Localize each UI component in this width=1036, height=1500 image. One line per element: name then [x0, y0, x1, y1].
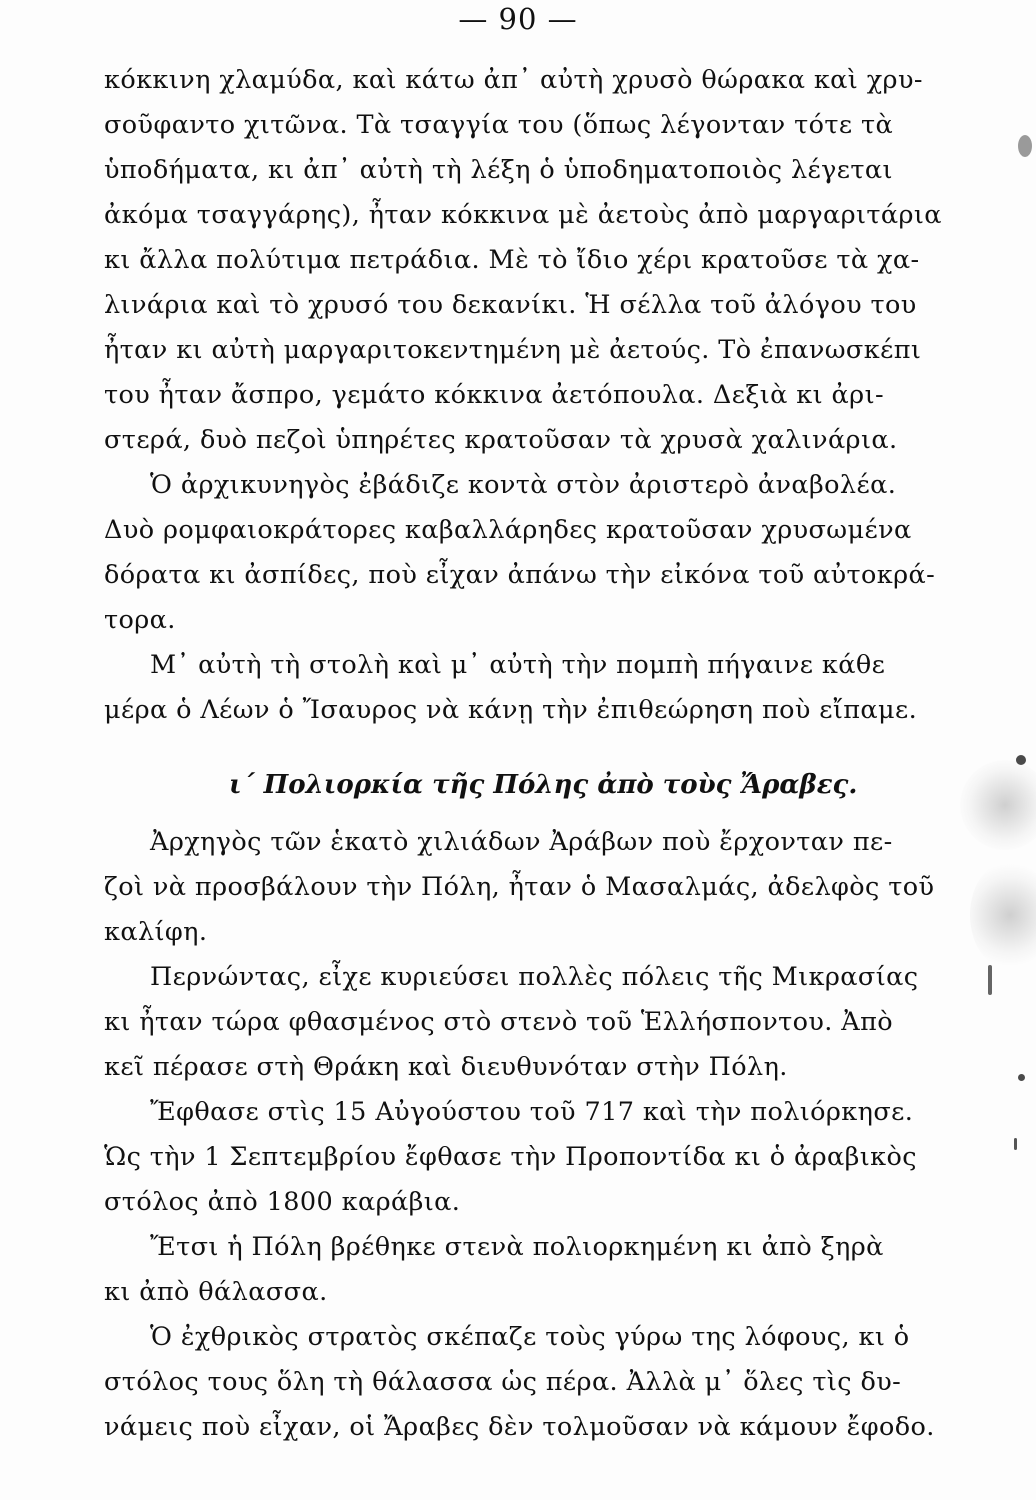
text-line: σοῦφαντο χιτῶνα. Τὰ τσαγγία του (ὅπως λέγονταν τότε τὰ [104, 110, 894, 140]
paragraph-8 [104, 1315, 934, 1450]
text-line: Ὁ ἐχθρικὸς στρατὸς σκέπαζε τοὺς γύρω της λόφους, κι ὁ [150, 1322, 910, 1352]
text-line: Περνώντας, εἶχε κυριεύσει πολλὲς πόλεις τῆς Μικρασίας [150, 962, 919, 992]
text-line: στερά, δυὸ πεζοὶ ὑπηρέτες κρατοῦσαν τὰ χρυσὰ χαλινάρια. [104, 425, 898, 455]
text-line: Ἔτσι ἡ Πόλη βρέθηκε στενὰ πολιορκημένη κι ἀπὸ ξηρὰ [150, 1232, 884, 1262]
text-line: Ὁ ἀρχικυνηγὸς ἐβάδιζε κοντὰ στὸν ἀριστερὸ ἀναβολέα. [150, 470, 897, 500]
scan-speck [1014, 1138, 1017, 1150]
text-line: κι ἄλλα πολύτιμα πετράδια. Μὲ τὸ ἴδιο χέρι κρατοῦσε τὰ χα- [104, 245, 920, 275]
text-line: ζοὶ νὰ προσβάλουν τὴν Πόλη, ἦταν ὁ Μασαλμάς, ἀδελφὸς τοῦ [104, 872, 935, 902]
text-line: κι ἀπὸ θάλασσα. [104, 1277, 328, 1307]
paragraph-4 [104, 820, 934, 955]
page-number: — 90 — [458, 2, 578, 36]
scan-speck [1018, 135, 1032, 157]
paragraph-5 [104, 955, 934, 1090]
text-line: ἦταν κι αὐτὴ μαργαριτοκεντημένη μὲ ἀετούς. Τὸ ἐπανωσκέπι [104, 335, 922, 365]
text-line: καλίφη. [104, 917, 208, 947]
text-line: Ὡς τὴν 1 Σεπτεμβρίου ἔφθασε τὴν Προποντίδα κι ὁ ἀραβικὸς [104, 1142, 917, 1172]
paragraph-7 [104, 1225, 934, 1315]
text-line: τορα. [104, 605, 176, 635]
text-line: Μ᾽ αὐτὴ τὴ στολὴ καὶ μ᾽ αὐτὴ τὴν πομπὴ πήγαινε κάθε [150, 650, 886, 680]
text-line: Ἀρχηγὸς τῶν ἑκατὸ χιλιάδων Ἀράβων ποὺ ἔρχονταν πε- [150, 827, 893, 857]
text-line: κόκκινη χλαμύδα, καὶ κάτω ἀπ᾽ αὐτὴ χρυσὸ θώρακα καὶ χρυ- [104, 65, 923, 95]
text-line: ὑποδήματα, κι ἀπ᾽ αὐτὴ τὴ λέξη ὁ ὑποδηματοποιὸς λέγεται [104, 155, 893, 185]
page-body [104, 58, 942, 1450]
scan-speck [1018, 1074, 1025, 1081]
text-line: κεῖ πέρασε στὴ Θράκη καὶ διευθυνόταν στὴν Πόλη. [104, 1052, 788, 1082]
scan-speck [1016, 755, 1026, 765]
paragraph-2 [104, 463, 934, 643]
text-line: νάμεις ποὺ εἶχαν, οἱ Ἄραβες δὲν τολμοῦσαν νὰ κάμουν ἔφοδο. [104, 1412, 935, 1442]
section-heading: ι´ Πολιορκία τῆς Πόλης ἀπὸ τοὺς Ἄραβες. [229, 770, 858, 800]
text-line: λινάρια καὶ τὸ χρυσό του δεκανίκι. Ἡ σέλλα τοῦ ἀλόγου του [104, 290, 917, 320]
text-line: στόλος ἀπὸ 1800 καράβια. [104, 1187, 461, 1217]
text-line: του ἦταν ἄσπρο, γεμάτο κόκκινα ἀετόπουλα. Δεξιὰ κι ἀρι- [104, 380, 884, 410]
text-line: ἀκόμα τσαγγάρης), ἦταν κόκκινα μὲ ἀετοὺς ἀπὸ μαργαριτάρια [104, 200, 942, 230]
text-line: δόρατα κι ἀσπίδες, ποὺ εἶχαν ἀπάνω τὴν εἰκόνα τοῦ αὐτοκρά- [104, 560, 936, 590]
paragraph-6 [104, 1090, 934, 1225]
scan-blot [970, 860, 1036, 970]
text-line: μέρα ὁ Λέων ὁ Ἴσαυρος νὰ κάνῃ τὴν ἐπιθεώρηση ποὺ εἴπαμε. [104, 695, 918, 725]
text-line: Δυὸ ρομφαιοκράτορες καβαλλάρηδες κρατοῦσαν χρυσωμένα [104, 515, 912, 545]
text-line: Ἔφθασε στὶς 15 Αὐγούστου τοῦ 717 καὶ τὴν πολιόρκησε. [150, 1097, 914, 1127]
scan-blot [960, 760, 1036, 850]
paragraph-1 [104, 58, 942, 463]
text-line: στόλος τους ὅλη τὴ θάλασσα ὡς πέρα. Ἀλλὰ μ᾽ ὅλες τὶς δυ- [104, 1367, 902, 1397]
text-line: κι ἦταν τώρα φθασμένος στὸ στενὸ τοῦ Ἑλλήσποντου. Ἀπὸ [104, 1007, 894, 1037]
paragraph-3 [104, 643, 934, 733]
scan-speck [988, 965, 992, 995]
